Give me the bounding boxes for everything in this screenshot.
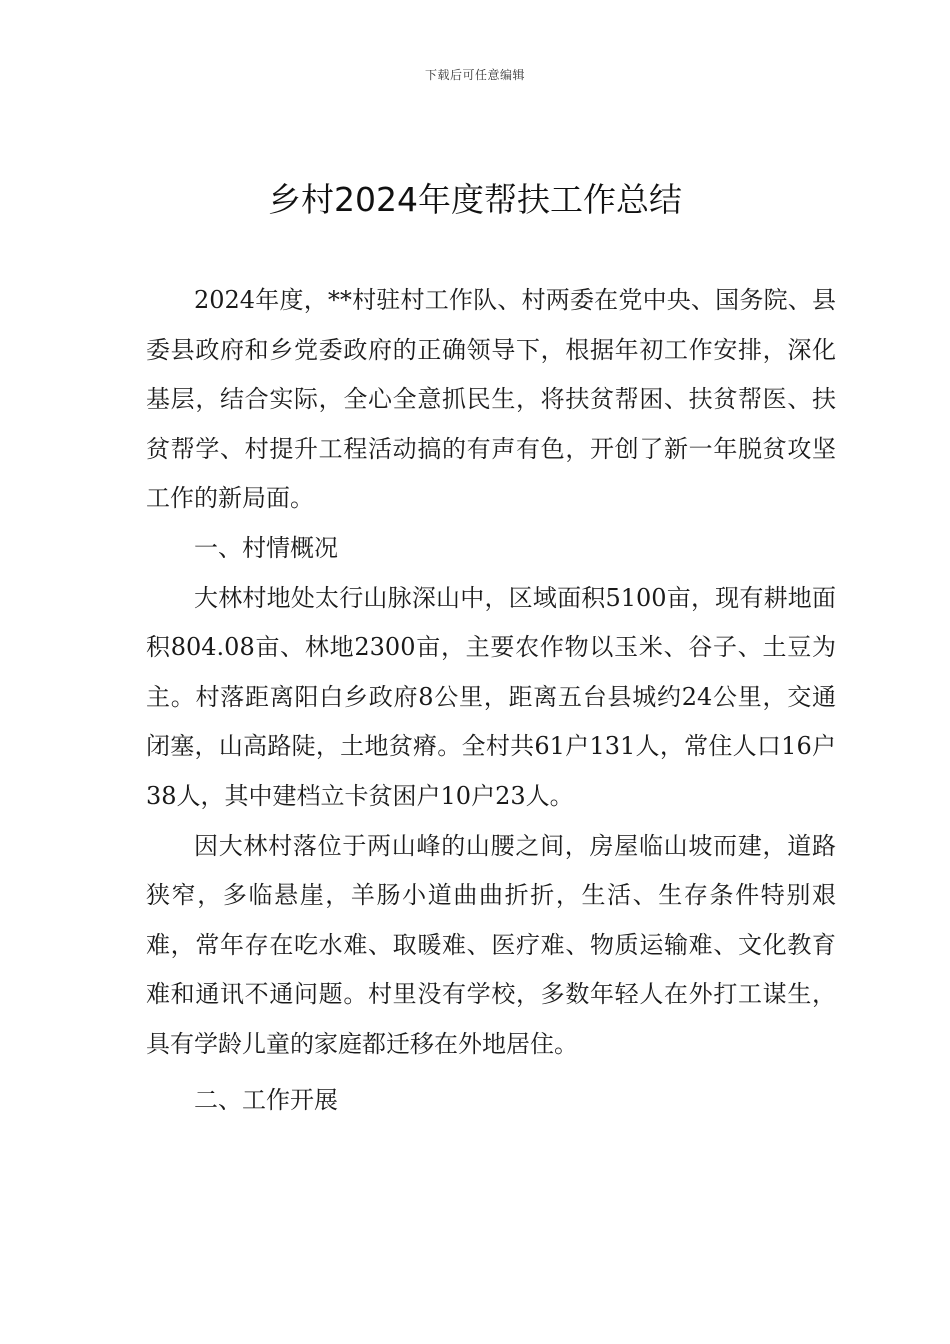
- paragraph-village-conditions: 因大林村落位于两山峰的山腰之间，房屋临山坡而建，道路狭窄，多临悬崖，羊肠小道曲曲折折，生活、生存条件特别艰难，常年存在吃水难、取暖难、医疗难、物质运输难、文化教育难和通讯不通问题。村里没有学校，多数年轻人在外打工谋生，具有学龄儿童的家庭都迁移在外地居住。: [146, 831, 836, 1058]
- section-heading-work-progress: 二、工作开展: [194, 1085, 338, 1114]
- paragraph-intro: 2024年度，**村驻村工作队、村两委在党中央、国务院、县委县政府和乡党委政府的正确领导下，根据年初工作安排，深化基层，结合实际，全心全意抓民生，将扶贫帮困、扶贫帮医、扶贫帮学、村提升工程活动搞的有声有色，开创了新一年脱贫攻坚工作的新局面。: [146, 286, 836, 513]
- document-body: [146, 276, 836, 1125]
- document-title: 乡村2024年度帮扶工作总结: [268, 180, 682, 219]
- section-heading-village-overview: 一、村情概况: [194, 533, 338, 562]
- header-note: 下载后可任意编辑: [424, 68, 525, 82]
- paragraph-village-location: 大林村地处太行山脉深山中，区域面积5100亩，现有耕地面积804.08亩、林地2300亩，主要农作物以玉米、谷子、土豆为主。村落距离阳白乡政府8公里，距离五台县城约24公里，交通闭塞，山高路陡，土地贫瘠。全村共61户131人，常住人口16户38人，其中建档立卡贫困户10户23人。: [146, 583, 836, 810]
